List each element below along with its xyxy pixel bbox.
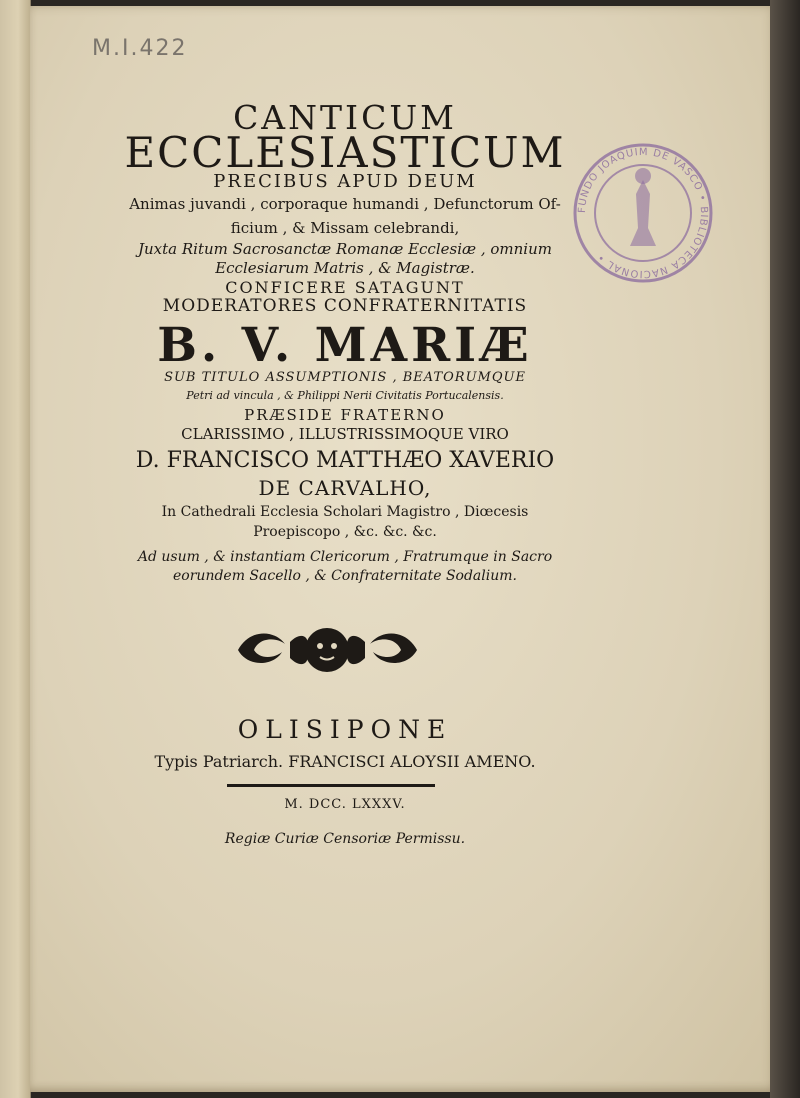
text-line: Animas juvandi , corporaque humandi , Defunctorum Of- bbox=[129, 195, 561, 213]
title-canticum: CANTICUM bbox=[233, 98, 457, 137]
title-ecclesiasticum: ECCLESIASTICUM bbox=[124, 128, 566, 177]
text-line: Petri ad vincula , & Philippi Nerii Civitatis Portucalensis. bbox=[186, 389, 504, 402]
text-line: Proepiscopo , &c. &c. &c. bbox=[253, 524, 437, 540]
imprint-license: Regiæ Curiæ Censoriæ Permissu. bbox=[224, 831, 466, 847]
text-line: PRÆSIDE FRATERNO bbox=[244, 406, 446, 424]
subtitle-precibus: PRECIBUS APUD DEUM bbox=[213, 171, 477, 192]
shelfmark-annotation: M.I.422 bbox=[92, 36, 188, 61]
text-line: Juxta Ritum Sacrosanctæ Romanæ Ecclesiæ , omnium bbox=[137, 240, 552, 258]
imprint-printer: Typis Patriarch. FRANCISCI ALOYSII AMENO. bbox=[154, 752, 536, 771]
text-line: In Cathedrali Ecclesia Scholari Magistro , Diœcesis bbox=[161, 504, 529, 520]
text-line: Ad usum , & instantiam Clericorum , Fratrumque in Sacro bbox=[137, 549, 553, 565]
text-line: SUB TITULO ASSUMPTIONIS , BEATORUMQUE bbox=[164, 370, 526, 385]
book-spine bbox=[0, 0, 31, 1098]
dedicatee-surname: DE CARVALHO, bbox=[258, 476, 432, 500]
dedicatee-name: D. FRANCISCO MATTHÆO XAVERIO bbox=[135, 448, 555, 473]
printer-ornament bbox=[230, 620, 425, 680]
text-line: CLARISSIMO , ILLUSTRISSIMOQUE VIRO bbox=[181, 425, 509, 443]
divider-rule bbox=[227, 784, 435, 787]
text-line: eorundem Sacello , & Confraternitate Sodalium. bbox=[173, 568, 517, 584]
text-line: MODERATORES CONFRATERNITATIS bbox=[162, 296, 528, 316]
imprint-year: M. DCC. LXXXV. bbox=[284, 797, 406, 812]
text-line: Ecclesiarum Matris , & Magistræ. bbox=[215, 259, 475, 277]
title-mariae: B. V. MARIÆ bbox=[157, 318, 533, 373]
stamp-text: FUNDO JOAQUIM DE VASCO • BIBLIOTECA NACIONAL • bbox=[576, 146, 710, 280]
text-line: CONFICERE SATAGUNT bbox=[225, 278, 465, 297]
imprint-place: OLISIPONE bbox=[237, 715, 453, 744]
text-line: ficium , & Missam celebrandi, bbox=[230, 219, 460, 237]
page-edge-shadow bbox=[770, 0, 800, 1098]
